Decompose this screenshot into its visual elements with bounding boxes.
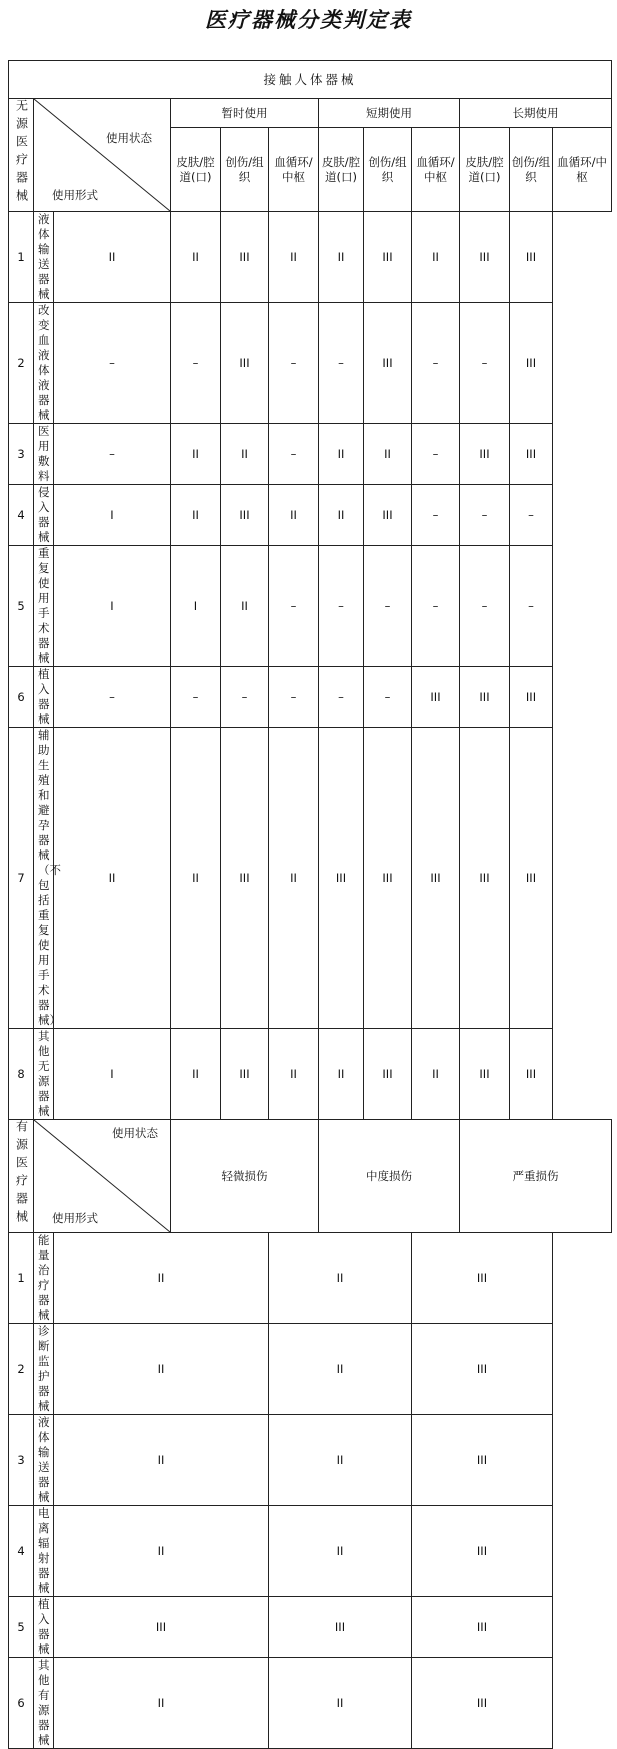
- class-cell: II: [269, 728, 319, 1029]
- group-header: 长期使用: [460, 99, 612, 128]
- class-cell: –: [269, 667, 319, 728]
- row-number: 6: [9, 1658, 34, 1749]
- class-cell: III: [460, 424, 510, 485]
- device-name: 医用敷料: [34, 424, 54, 485]
- class-cell: I: [54, 546, 171, 667]
- page-title: 医疗器械分类判定表: [205, 7, 412, 32]
- device-name: 诊断监护器械: [34, 1324, 54, 1415]
- device-name: 改变血液体液器械: [34, 303, 54, 424]
- table-row: [9, 1658, 612, 1749]
- class-cell: III: [269, 1597, 412, 1658]
- class-cell: II: [171, 1029, 221, 1120]
- class-cell: III: [221, 728, 269, 1029]
- contact-header: 接触人体器械: [9, 61, 612, 99]
- device-name: 侵入器械: [34, 485, 54, 546]
- class-cell: III: [221, 1029, 269, 1120]
- class-cell: –: [54, 424, 171, 485]
- subheader-cell: 血循环/中枢: [269, 128, 319, 212]
- class-cell: III: [364, 728, 412, 1029]
- class-cell: –: [412, 424, 460, 485]
- table-row: [9, 1233, 612, 1324]
- class-cell: III: [412, 667, 460, 728]
- class-cell: II: [269, 1029, 319, 1120]
- class-cell: –: [460, 546, 510, 667]
- subheader-cell: 皮肤/腔道(口): [171, 128, 221, 212]
- class-cell: II: [319, 212, 364, 303]
- class-cell: III: [364, 303, 412, 424]
- row-number: 5: [9, 546, 34, 667]
- class-cell: –: [54, 667, 171, 728]
- class-cell: –: [54, 303, 171, 424]
- device-name: 辅助生殖和避孕器械（不包括重复使用手术器械）: [34, 728, 54, 1029]
- row-number: 4: [9, 485, 34, 546]
- table-row: [9, 303, 612, 424]
- table-row: [9, 1506, 612, 1597]
- subheader-cell: 皮肤/腔道(口): [319, 128, 364, 212]
- subheader-cell: 创伤/组织: [510, 128, 553, 212]
- class-cell: –: [319, 546, 364, 667]
- device-name: 液体输送器械: [34, 1415, 54, 1506]
- class-cell: II: [364, 424, 412, 485]
- class-cell: II: [412, 1029, 460, 1120]
- table-row: [9, 1597, 612, 1658]
- active-side-cell: [9, 1120, 34, 1233]
- class-cell: II: [269, 1324, 412, 1415]
- classification-table: [8, 60, 612, 1749]
- class-cell: II: [221, 424, 269, 485]
- severity-header: 中度损伤: [319, 1120, 460, 1233]
- class-cell: II: [319, 1029, 364, 1120]
- class-cell: III: [412, 1597, 553, 1658]
- class-cell: –: [510, 485, 553, 546]
- passive-side-cell: [9, 99, 34, 212]
- table-row: [9, 546, 612, 667]
- class-cell: II: [171, 485, 221, 546]
- class-cell: III: [221, 485, 269, 546]
- class-cell: –: [412, 546, 460, 667]
- class-cell: III: [54, 1597, 269, 1658]
- class-cell: III: [412, 1233, 553, 1324]
- device-name: 重复使用手术器械: [34, 546, 54, 667]
- row-number: 2: [9, 303, 34, 424]
- active-side-label: 有源医疗器械: [14, 1120, 29, 1228]
- class-cell: III: [221, 303, 269, 424]
- class-cell: III: [319, 728, 364, 1029]
- class-cell: III: [412, 1324, 553, 1415]
- subheader-cell: 血循环/中枢: [412, 128, 460, 212]
- row-number: 1: [9, 1233, 34, 1324]
- class-cell: –: [364, 667, 412, 728]
- class-cell: –: [171, 303, 221, 424]
- group-header: 暂时使用: [171, 99, 319, 128]
- row-number: 4: [9, 1506, 34, 1597]
- class-cell: I: [54, 1029, 171, 1120]
- device-name: 其他无源器械: [34, 1029, 54, 1120]
- class-cell: III: [364, 485, 412, 546]
- class-cell: II: [54, 728, 171, 1029]
- row-number: 6: [9, 667, 34, 728]
- device-name: 能量治疗器械: [34, 1233, 54, 1324]
- class-cell: III: [510, 728, 553, 1029]
- table-row: [9, 1415, 612, 1506]
- class-cell: –: [171, 667, 221, 728]
- device-name: 植入器械: [34, 667, 54, 728]
- class-cell: II: [269, 1506, 412, 1597]
- table-row: [9, 1029, 612, 1120]
- passive-diag-bottom: 使用形式: [52, 188, 98, 202]
- class-cell: –: [319, 303, 364, 424]
- class-cell: –: [412, 485, 460, 546]
- table-row: [9, 728, 612, 1029]
- class-cell: –: [460, 485, 510, 546]
- subheader-cell: 皮肤/腔道(口): [460, 128, 510, 212]
- row-number: 1: [9, 212, 34, 303]
- class-cell: III: [412, 1658, 553, 1749]
- row-number: 5: [9, 1597, 34, 1658]
- active-diagonal-header: [34, 1120, 171, 1233]
- class-cell: –: [510, 546, 553, 667]
- class-cell: II: [54, 212, 171, 303]
- severity-header: 严重损伤: [460, 1120, 612, 1233]
- class-cell: I: [171, 546, 221, 667]
- severity-header: 轻微损伤: [171, 1120, 319, 1233]
- class-cell: III: [510, 212, 553, 303]
- class-cell: III: [510, 303, 553, 424]
- table-row: [9, 1324, 612, 1415]
- class-cell: III: [460, 728, 510, 1029]
- device-name: 其他有源器械: [34, 1658, 54, 1749]
- class-cell: II: [54, 1324, 269, 1415]
- table-row: [9, 424, 612, 485]
- class-cell: III: [460, 212, 510, 303]
- passive-diagonal-header: [34, 99, 171, 212]
- class-cell: III: [364, 212, 412, 303]
- table-row: [9, 212, 612, 303]
- class-cell: II: [412, 212, 460, 303]
- subheader-cell: 创伤/组织: [364, 128, 412, 212]
- class-cell: I: [54, 485, 171, 546]
- class-cell: –: [412, 303, 460, 424]
- device-name: 植入器械: [34, 1597, 54, 1658]
- class-cell: –: [364, 546, 412, 667]
- subheader-cell: 创伤/组织: [221, 128, 269, 212]
- class-cell: III: [460, 667, 510, 728]
- class-cell: –: [319, 667, 364, 728]
- row-number: 7: [9, 728, 34, 1029]
- table-row: [9, 485, 612, 546]
- class-cell: III: [364, 1029, 412, 1120]
- row-number: 8: [9, 1029, 34, 1120]
- passive-side-label: 无源医疗器械: [14, 99, 29, 207]
- class-cell: II: [269, 1415, 412, 1506]
- class-cell: III: [412, 1506, 553, 1597]
- class-cell: II: [54, 1658, 269, 1749]
- class-cell: II: [171, 212, 221, 303]
- passive-diag-top: 使用状态: [106, 131, 152, 145]
- group-header: 短期使用: [319, 99, 460, 128]
- class-cell: II: [269, 485, 319, 546]
- device-name: 液体输送器械: [34, 212, 54, 303]
- class-cell: II: [54, 1506, 269, 1597]
- class-cell: II: [171, 728, 221, 1029]
- active-diag-top: 使用状态: [112, 1126, 158, 1140]
- device-name: 电离辐射器械: [34, 1506, 54, 1597]
- class-cell: II: [54, 1233, 269, 1324]
- row-number: 3: [9, 424, 34, 485]
- subheader-cell: 血循环/中枢: [553, 128, 612, 212]
- class-cell: –: [269, 303, 319, 424]
- class-cell: II: [221, 546, 269, 667]
- class-cell: II: [269, 1233, 412, 1324]
- class-cell: II: [54, 1415, 269, 1506]
- class-cell: II: [319, 485, 364, 546]
- row-number: 3: [9, 1415, 34, 1506]
- class-cell: III: [510, 1029, 553, 1120]
- class-cell: –: [269, 424, 319, 485]
- active-diag-bottom: 使用形式: [52, 1211, 98, 1225]
- class-cell: III: [460, 1029, 510, 1120]
- class-cell: II: [269, 212, 319, 303]
- class-cell: III: [412, 728, 460, 1029]
- table-row: [9, 667, 612, 728]
- row-number: 2: [9, 1324, 34, 1415]
- class-cell: II: [319, 424, 364, 485]
- class-cell: II: [269, 1658, 412, 1749]
- class-cell: II: [171, 424, 221, 485]
- class-cell: –: [269, 546, 319, 667]
- class-cell: III: [221, 212, 269, 303]
- class-cell: III: [510, 424, 553, 485]
- class-cell: III: [412, 1415, 553, 1506]
- class-cell: –: [460, 303, 510, 424]
- class-cell: III: [510, 667, 553, 728]
- class-cell: –: [221, 667, 269, 728]
